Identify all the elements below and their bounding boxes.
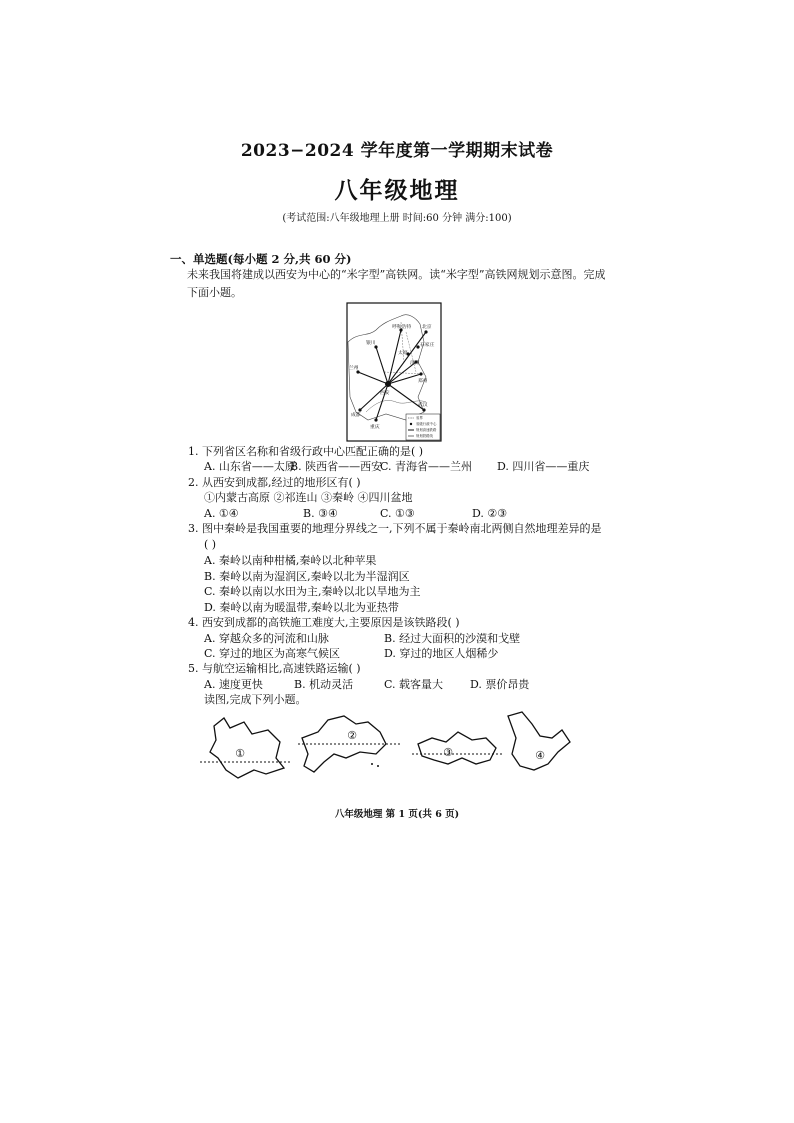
option-b: B. ③④ <box>303 507 338 520</box>
option-d: D. 穿过的地区人烟稀少 <box>384 647 499 660</box>
question-2-items: ①内蒙古高原 ②祁连山 ③秦岭 ④四川盆地 <box>204 491 413 504</box>
option-b: B. 秦岭以南为湿润区,秦岭以北为半湿润区 <box>204 570 410 583</box>
question-3-blank: ( ) <box>204 538 217 551</box>
legend-label: 规划铁路线 <box>416 434 433 439</box>
option-a: A. 穿越众多的河流和山脉 <box>204 632 329 645</box>
option-c: C. 青海省——兰州 <box>380 460 473 473</box>
rail-network-map <box>346 302 442 442</box>
option-c: C. 穿过的地区为高寒气候区 <box>204 647 341 660</box>
city-label: 成都 <box>351 413 361 418</box>
option-d: D. 四川省——重庆 <box>497 460 590 473</box>
option-b: B. 经过大面积的沙漠和戈壁 <box>384 632 521 645</box>
exam-scope: (考试范围:八年级地理上册 时间:60 分钟 满分:100) <box>282 213 512 224</box>
city-label: 石家庄 <box>420 343 435 348</box>
question-4-stem: 4. 西安到成都的高铁施工难度大,主要原因是该铁路段( ) <box>188 616 460 629</box>
option-b: B. 机动灵活 <box>294 678 354 691</box>
option-d: D. 票价昂贵 <box>470 678 530 691</box>
exam-title: 2023−2024 学年度第一学期期末试卷 <box>240 141 554 161</box>
map-label: ③ <box>443 746 453 759</box>
map-label: ① <box>235 747 245 760</box>
exam-subject: 八年级地理 <box>334 177 460 204</box>
option-a: A. 速度更快 <box>204 678 263 691</box>
option-a: A. 秦岭以南种柑橘,秦岭以北种苹果 <box>204 554 377 567</box>
city-label: 北京 <box>422 325 432 330</box>
city-label: 郑州 <box>418 379 428 384</box>
map-label: ④ <box>535 749 545 762</box>
option-c: C. 载客量大 <box>384 678 444 691</box>
option-b: B. 陕西省——西安 <box>290 460 383 473</box>
section-heading: 一、单选题(每小题 2 分,共 60 分) <box>170 252 352 266</box>
city-label: 兰州 <box>349 366 359 371</box>
option-d: D. 秦岭以南为暖温带,秦岭以北为亚热带 <box>204 601 399 614</box>
question-1-stem: 1. 下列省区名称和省级行政中心匹配正确的是( ) <box>188 445 424 458</box>
city-label: 济南 <box>410 361 420 366</box>
province-outline-maps <box>196 708 596 788</box>
option-c: C. 秦岭以南以水田为主,秦岭以北以旱地为主 <box>204 585 421 598</box>
city-label: 西安 <box>380 391 390 396</box>
option-a: A. ①④ <box>204 507 239 520</box>
city-label: 银川 <box>366 341 376 346</box>
option-d: D. ②③ <box>472 507 508 520</box>
page-footer: 八年级地理 第 1 页(共 6 页) <box>334 809 460 820</box>
map-label: ② <box>347 729 357 742</box>
legend-label: 省级行政中心 <box>416 422 437 427</box>
city-label: 武汉 <box>418 403 428 408</box>
city-label: 太原 <box>398 351 408 356</box>
city-label: 重庆 <box>370 425 380 430</box>
question-5-stem: 5. 与航空运输相比,高速铁路运输( ) <box>188 662 361 675</box>
option-c: C. ①③ <box>380 507 415 520</box>
option-a: A. 山东省——太原 <box>204 460 296 473</box>
legend-label: 规划高速铁路 <box>416 428 437 433</box>
legend-label: 省界 <box>416 416 423 421</box>
read-map-instruction: 读图,完成下列小题。 <box>204 693 307 706</box>
question-3-stem: 3. 图中秦岭是我国重要的地理分界线之一,下列不属于秦岭南北两侧自然地理差异的是 <box>188 522 602 535</box>
city-label: 呼和浩特 <box>392 325 412 330</box>
section-intro: 未来我国将建成以西安为中心的“米字型”高铁网。读“米字型”高铁网规划示意图。完成下面小题。 <box>187 268 606 299</box>
question-2-stem: 2. 从西安到成都,经过的地形区有( ) <box>188 476 361 489</box>
